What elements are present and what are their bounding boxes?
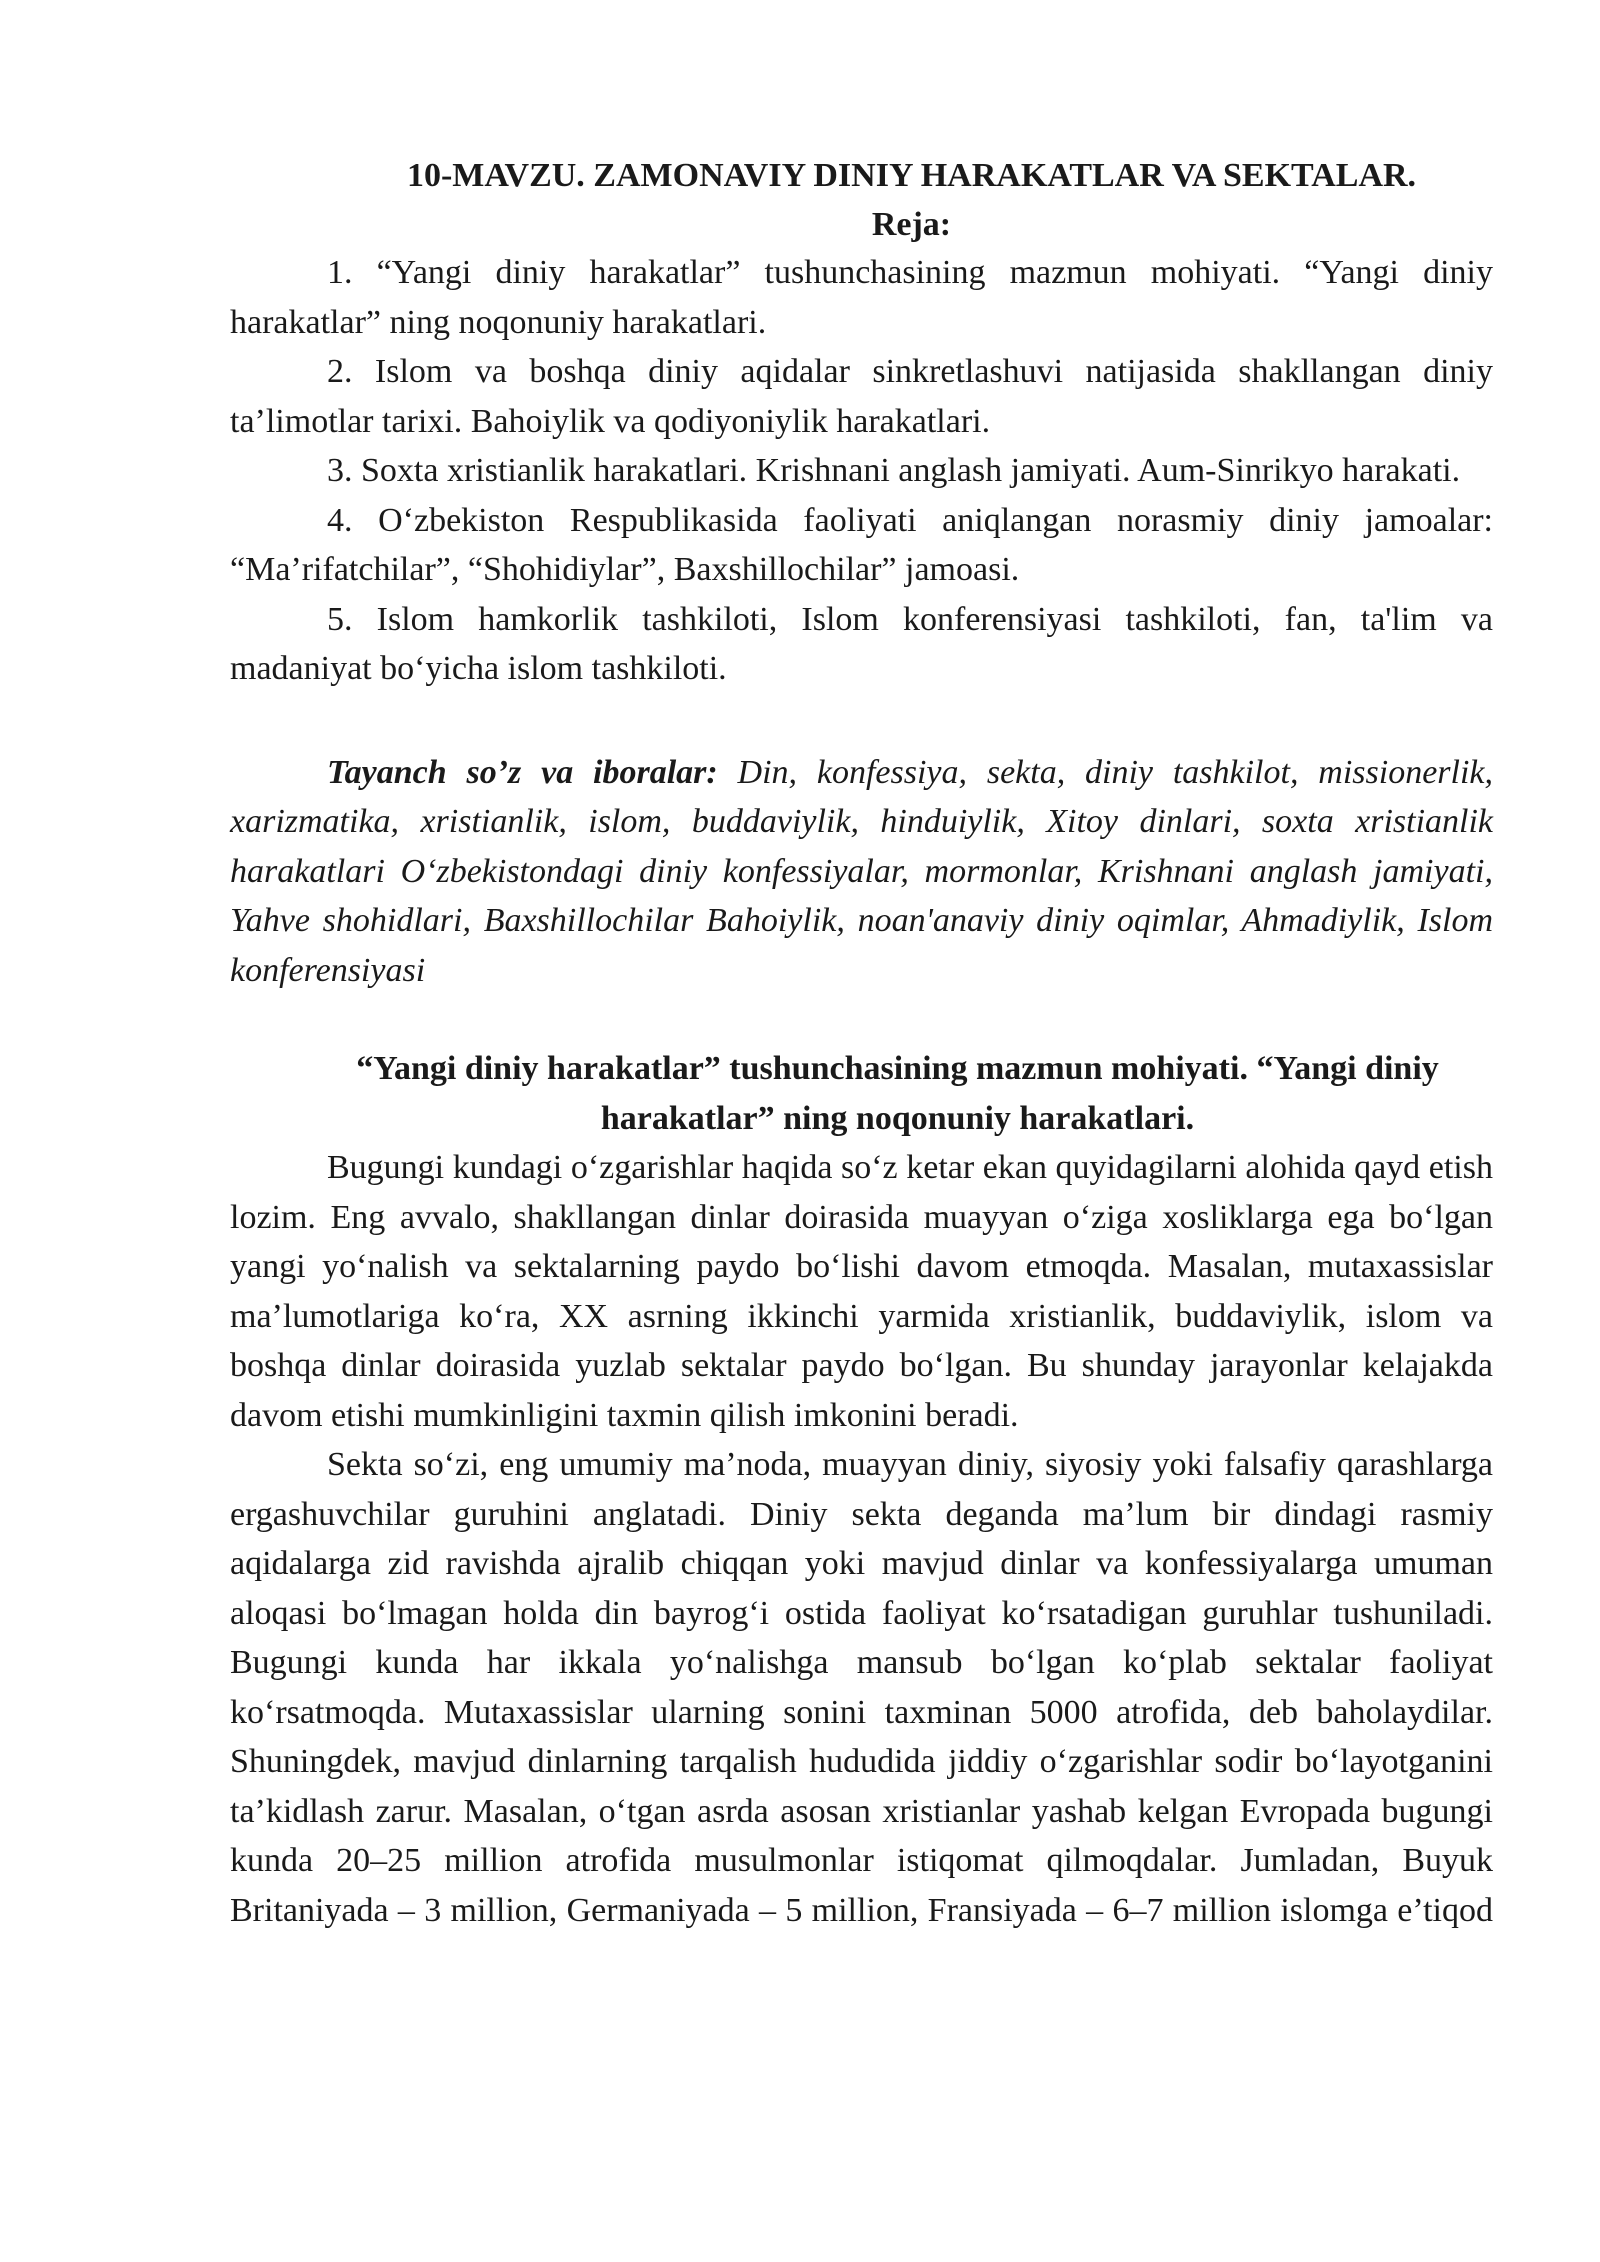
plan-item: 2. Islom va boshqa diniy aqidalar sinkretlashuvi natijasida shakllangan diniy ta’limotlar tarixi. Bahoiylik va qodiyoniylik harakatlari. xyxy=(230,353,1493,440)
keywords-text: Din, konfessiya, sekta, diniy tashkilot, missionerlik, xarizmatika, xristianlik, islom, buddaviylik, hinduiylik, Xitoy dinlari, soxta xristianlik harakatlari O‘zbekistondagi diniy konfessiyalar, mormonlar, Krishnani anglash jamiyati, Yahve shohidlari, Baxshillochilar Bahoiylik, noan'anaviy diniy oqimlar, Ahmadiylik, Islom konferensiyasi xyxy=(230,753,1493,989)
plan-item: 3. Soxta xristianlik harakatlari. Krishnani anglash jamiyati. Aum-Sinrikyo harakati. xyxy=(327,452,1461,489)
spacer xyxy=(230,995,1493,1044)
plan-item: 1. “Yangi diniy harakatlar” tushunchasining mazmun mohiyati. “Yangi diniy harakatlar” ning noqonuniy harakatlari. xyxy=(230,254,1493,341)
page-title: 10-MAVZU. ZAMONAVIY DINIY HARAKATLAR VA SEKTALAR. xyxy=(406,157,1417,194)
plan-item: 5. Islom hamkorlik tashkiloti, Islom konferensiyasi tashkiloti, fan, ta'lim va madaniyat bo‘yicha islom tashkiloti. xyxy=(230,600,1493,687)
plan-list xyxy=(230,248,1493,694)
section-title: “Yangi diniy harakatlar” tushunchasining mazmun mohiyati. “Yangi diniy harakatlar” ning noqonuniy harakatlari. xyxy=(356,1050,1439,1137)
plan-item: 4. O‘zbekiston Respublikasida faoliyati aniqlangan norasmiy diniy jamoalar: “Ma’rifatchilar”, “Shohidiylar”, Baxshillochilar” jamoasi. xyxy=(230,501,1493,588)
body-paragraph: Bugungi kundagi o‘zgarishlar haqida so‘z ketar ekan quyidagilarni alohida qayd etish lozim. Eng avvalo, shakllangan dinlar doirasida muayyan o‘ziga xosliklarga ega bo‘lgan yangi yo‘nalish va sektalarning paydo bo‘lishi davom etmoqda. Masalan, mutaxassislar ma’lumotlariga ko‘ra, XX asrning ikkinchi yarmida xristianlik, buddaviylik, islom va boshqa dinlar doirasida yuzlab sektalar paydo bo‘lgan. Bu shunday jarayonlar kelajakda davom etishi mumkinligini taxmin qilish imkonini beradi. xyxy=(230,1149,1493,1434)
spacer xyxy=(230,694,1493,748)
keywords-label: Tayanch so’z va iboralar: xyxy=(327,753,718,791)
body-paragraph: Sekta so‘zi, eng umumiy ma’noda, muayyan diniy, siyosiy yoki falsafiy qarashlarga ergashuvchilar guruhini anglatadi. Diniy sekta deganda ma’lum bir dindagi rasmiy aqidalarga zid ravishda ajralib chiqqan yoki mavjud dinlar va konfessiyalarga umuman aloqasi bo‘lmagan holda din bayrog‘i ostida faoliyat ko‘rsatadigan guruhlar tushuniladi. Bugungi kunda har ikkala yo‘nalishga mansub bo‘lgan ko‘plab sektalar faoliyat ko‘rsatmoqda. Mutaxassislar ularning sonini taxminan 5000 atrofida, deb baholaydilar. Shuningdek, mavjud dinlarning tarqalish hududida jiddiy o‘zgarishlar sodir bo‘layotganini ta’kidlash zarur. Masalan, o‘tgan asrda asosan xristianlar yashab kelgan Evropada bugungi kunda 20–25 million atrofida musulmonlar istiqomat qilmoqdalar. Jumladan, Buyuk Britaniyada – 3 million, Germaniyada – 5 million, Fransiyada – 6–7 million islomga e’tiqod xyxy=(230,1446,1493,1929)
keywords-paragraph xyxy=(230,748,1493,996)
plan-heading: Reja: xyxy=(871,206,952,243)
